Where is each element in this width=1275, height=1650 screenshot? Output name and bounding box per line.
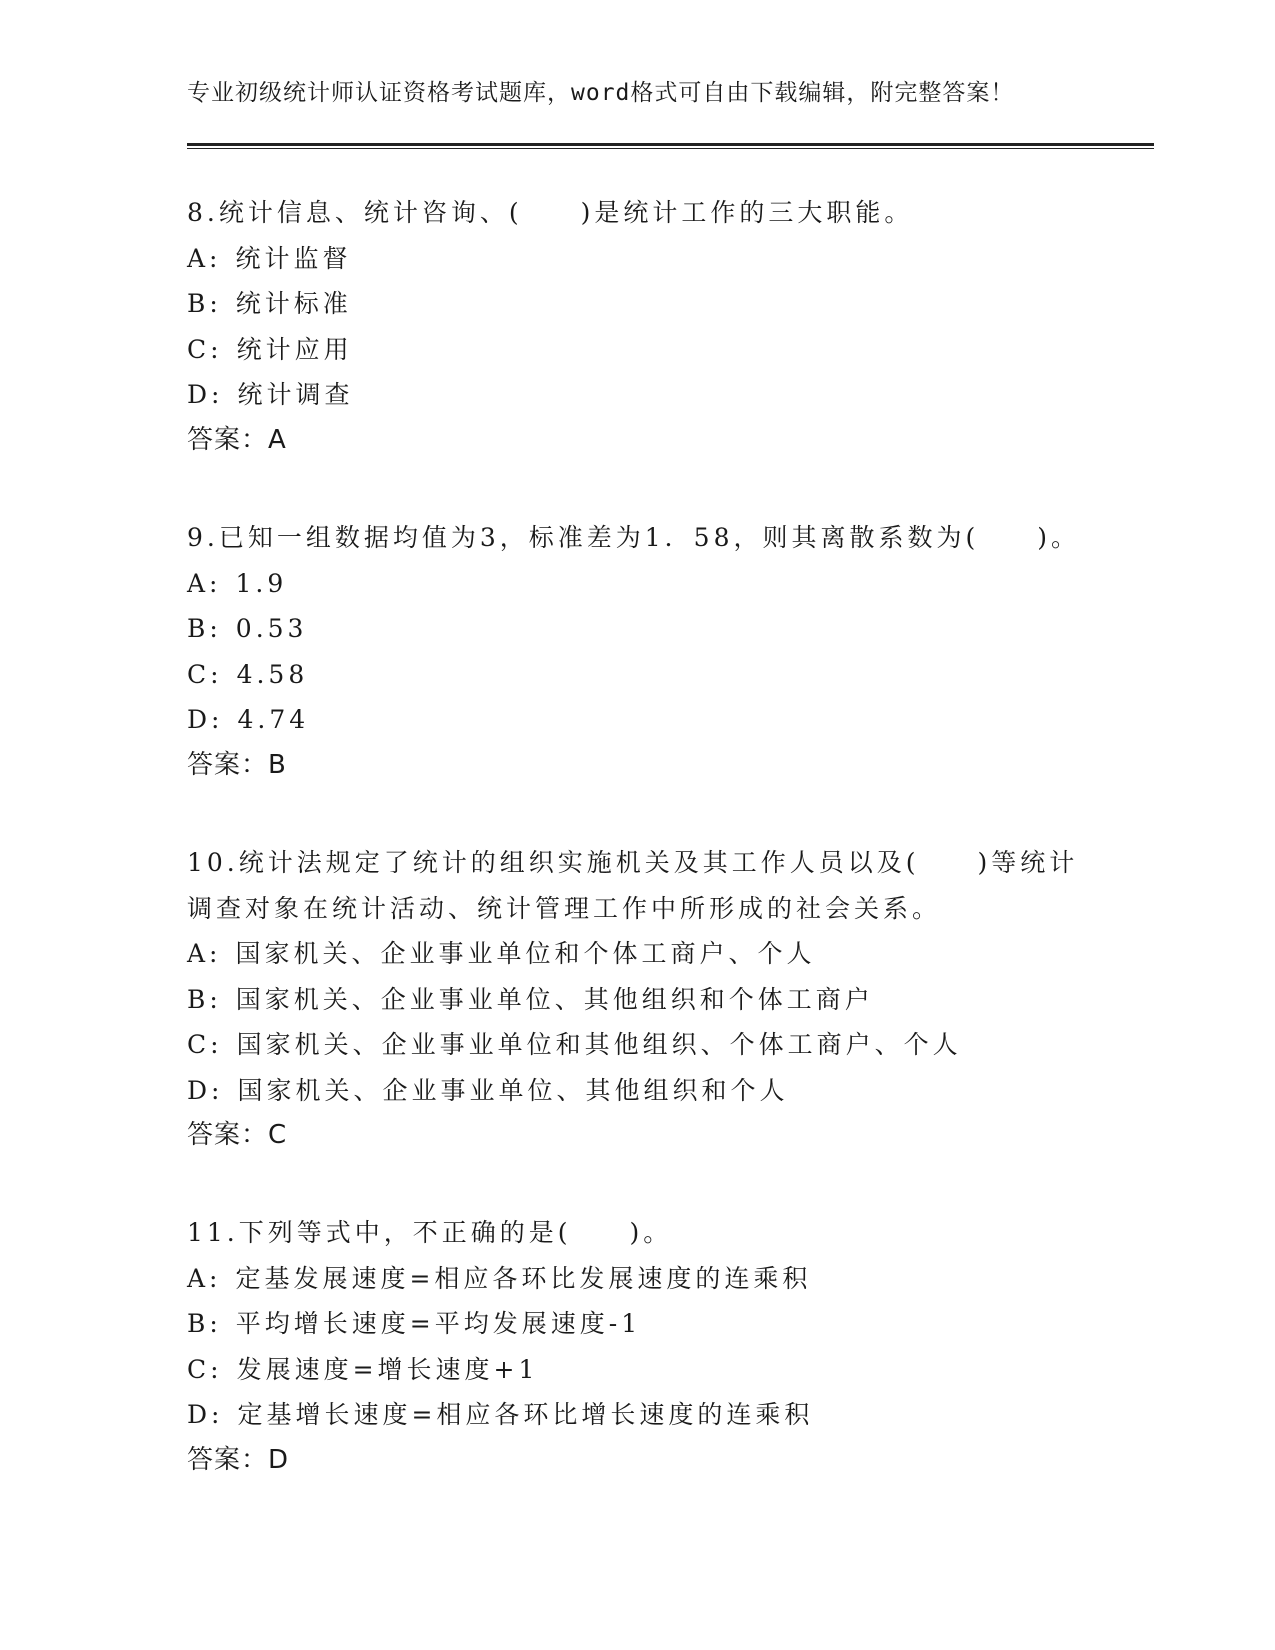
- option-text: 国家机关、企业事业单位和个体工商户、个人: [235, 939, 816, 968]
- question-block-11: [187, 1210, 1087, 1483]
- option-label: C:: [187, 659, 223, 689]
- option-d: [187, 372, 1087, 418]
- option-c: [187, 1022, 1087, 1068]
- option-label: D:: [187, 705, 224, 734]
- option-b: [187, 606, 1087, 652]
- option-a: [187, 561, 1087, 607]
- question-block-9: [187, 515, 1087, 788]
- option-text: 平均增长速度=平均发展速度-1: [235, 1309, 642, 1338]
- option-text: 发展速度=增长速度+1: [236, 1354, 539, 1384]
- option-d: [187, 1392, 1087, 1438]
- option-text: 统计标准: [235, 289, 352, 318]
- option-text: 4.58: [236, 659, 309, 689]
- option-label: D:: [187, 1400, 224, 1429]
- option-label: A:: [187, 939, 222, 968]
- option-label: A:: [187, 568, 222, 598]
- question-stem: 11.下列等式中，不正确的是( )。: [187, 1218, 673, 1247]
- option-text: 统计监督: [235, 243, 352, 273]
- option-label: C:: [187, 1354, 223, 1384]
- option-text: 定基增长速度=相应各环比增长速度的连乘积: [237, 1400, 814, 1429]
- option-a: [187, 1256, 1087, 1302]
- answer-line: 答案：D: [187, 1444, 290, 1475]
- answer-line: 答案：B: [187, 749, 287, 780]
- page-header-title: 专业初级统计师认证资格考试题库，word格式可自由下载编辑，附完整答案！: [187, 80, 1015, 106]
- option-text: 4.74: [237, 705, 310, 734]
- option-c: [187, 327, 1087, 373]
- option-label: B:: [187, 289, 222, 318]
- option-label: B:: [187, 1309, 222, 1338]
- option-d: [187, 697, 1087, 743]
- question-stem: 9.已知一组数据均值为3，标准差为1．58，则其离散系数为( )。: [187, 523, 1080, 552]
- option-label: A:: [187, 1263, 222, 1293]
- option-label: B:: [187, 614, 222, 643]
- option-c: [187, 652, 1087, 698]
- question-block-8: [187, 190, 1087, 463]
- option-text: 定基发展速度=相应各环比发展速度的连乘积: [235, 1263, 812, 1293]
- option-text: 1.9: [235, 568, 288, 598]
- option-b: [187, 281, 1087, 327]
- option-c: [187, 1347, 1087, 1393]
- option-label: C:: [187, 1030, 223, 1059]
- option-text: 国家机关、企业事业单位、其他组织和个人: [237, 1075, 789, 1105]
- option-text: 国家机关、企业事业单位和其他组织、个体工商户、个人: [236, 1030, 962, 1059]
- header-divider: [187, 143, 1154, 149]
- option-label: B:: [187, 984, 222, 1014]
- question-stem-continued: 调查对象在统计活动、统计管理工作中所形成的社会关系。: [187, 893, 942, 923]
- option-label: C:: [187, 334, 223, 364]
- option-a: [187, 931, 1087, 977]
- option-text: 统计应用: [236, 334, 353, 364]
- answer-line: 答案：C: [187, 1120, 288, 1150]
- option-label: D:: [187, 380, 224, 409]
- answer-line: 答案：A: [187, 424, 287, 455]
- option-text: 0.53: [235, 614, 308, 643]
- option-label: D:: [187, 1075, 224, 1105]
- option-b: [187, 977, 1087, 1023]
- option-a: [187, 236, 1087, 282]
- option-label: A:: [187, 243, 222, 273]
- option-b: [187, 1301, 1087, 1347]
- option-text: 国家机关、企业事业单位、其他组织和个体工商户: [235, 984, 874, 1014]
- option-text: 统计调查: [237, 380, 354, 409]
- question-block-10: [187, 840, 1087, 1159]
- option-d: [187, 1068, 1087, 1114]
- question-stem: 10.统计法规定了统计的组织实施机关及其工作人员以及( )等统计: [187, 848, 1079, 877]
- question-stem: 8.统计信息、统计咨询、( )是统计工作的三大职能。: [187, 198, 914, 227]
